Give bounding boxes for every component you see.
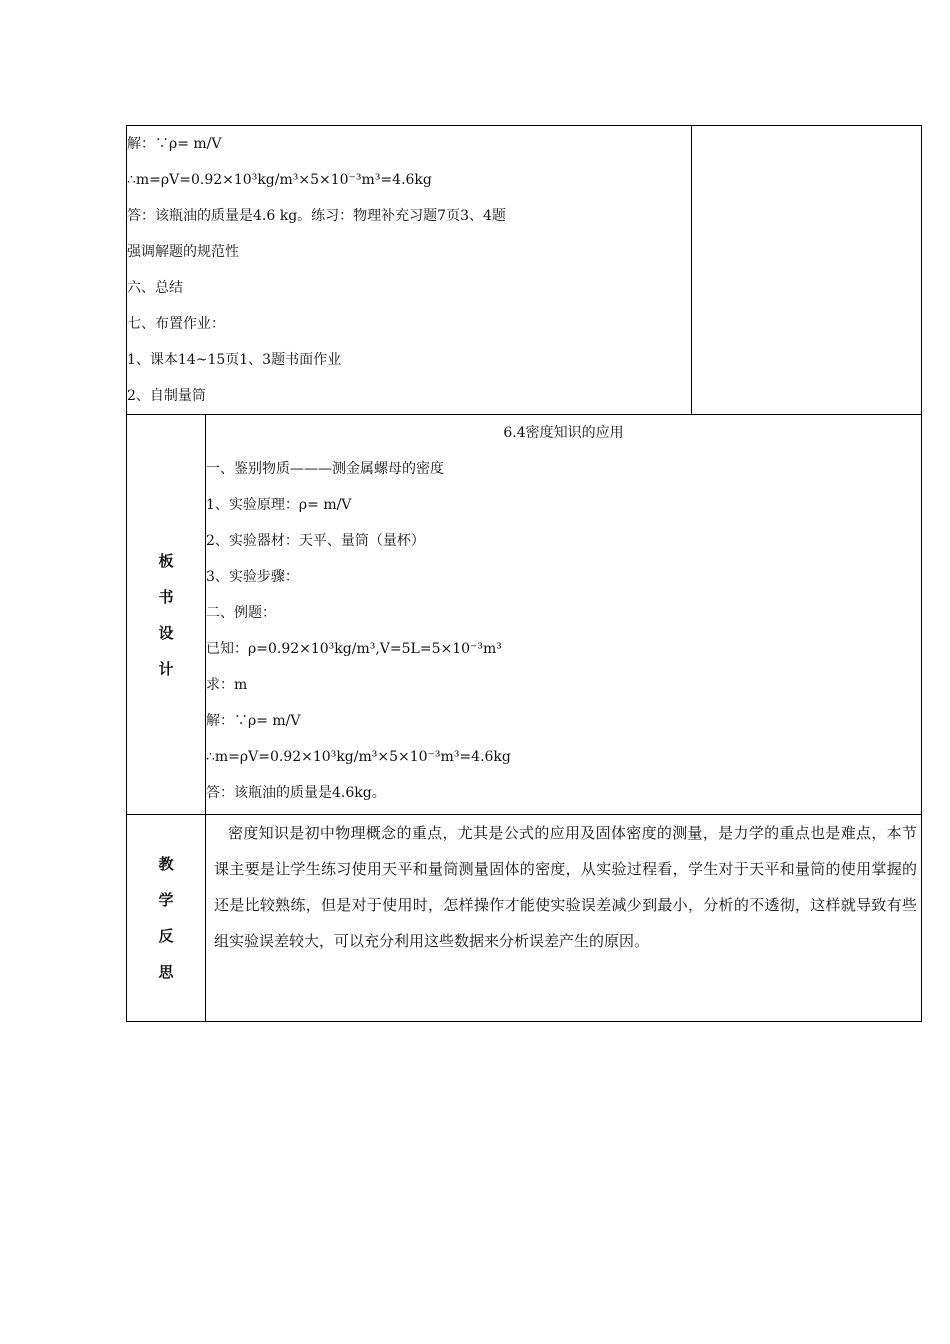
- label-char: 思: [158, 963, 174, 981]
- board-line: 3、实验步骤：: [206, 569, 299, 585]
- lesson-plan-table: [126, 125, 922, 1022]
- reflection-paragraph: 密度知识是初中物理概念的重点，尤其是公式的应用及固体密度的测量，是力学的重点也是难点，本节课主要是让学生练习使用天平和量筒测量固体的密度，从实验过程看，学生对于天平和量筒的使用掌握的还是比较熟练，但是对于使用时，怎样操作才能使实验误差减少到最小，分析的不透彻，这样就导致有些组实验误差较大，可以充分利用这些数据来分析误差产生的原因。: [214, 824, 918, 950]
- continuation-row: [127, 126, 922, 415]
- board-line: 2、实验器材：天平、量筒（量杯）: [206, 533, 425, 549]
- board-line: 1、实验原理：ρ= m/V: [206, 497, 352, 513]
- board-line: 答：该瓶油的质量是4.6kg。: [206, 785, 386, 801]
- summary-heading: 六、总结: [127, 280, 183, 296]
- board-design-content: [206, 415, 922, 815]
- reflection-content: [206, 815, 922, 1022]
- board-design-label: [127, 415, 206, 815]
- board-title: 6.4密度知识的应用: [503, 425, 624, 441]
- board-line: 二、例题：: [206, 605, 276, 621]
- label-char: 书: [158, 587, 174, 606]
- board-line: 求：m: [206, 677, 248, 693]
- label-char: 板: [158, 551, 174, 570]
- answer-line: 答：该瓶油的质量是4.6 kg。练习：物理补充习题7页3、4题: [127, 208, 506, 224]
- solution-line: 解：∵ρ= m/V: [127, 136, 222, 152]
- calculation-line: ∴m=ρV=0.92×10³kg/m³×5×10⁻³m³=4.6kg: [127, 172, 432, 188]
- homework-item: 1、课本14~15页1、3题书面作业: [127, 352, 342, 368]
- continuation-cell: [127, 126, 692, 415]
- board-design-row: [127, 415, 922, 815]
- reflection-row: [127, 815, 922, 1022]
- notes-cell: [692, 126, 922, 415]
- homework-heading: 七、布置作业：: [127, 316, 225, 332]
- emphasis-line: 强调解题的规范性: [127, 244, 239, 260]
- label-char: 学: [158, 891, 174, 909]
- label-char: 设: [158, 623, 174, 642]
- label-char: 教: [158, 855, 174, 873]
- board-line: 解：∵ρ= m/V: [206, 713, 301, 729]
- board-line: 一、鉴别物质———测金属螺母的密度: [206, 461, 444, 477]
- reflection-label: [127, 815, 206, 1022]
- homework-item: 2、自制量筒: [127, 388, 206, 404]
- label-char: 反: [158, 927, 174, 945]
- board-line: ∴m=ρV=0.92×10³kg/m³×5×10⁻³m³=4.6kg: [206, 749, 511, 765]
- label-char: 计: [158, 659, 174, 678]
- board-line: 已知：ρ=0.92×10³kg/m³,V=5L=5×10⁻³m³: [206, 641, 502, 657]
